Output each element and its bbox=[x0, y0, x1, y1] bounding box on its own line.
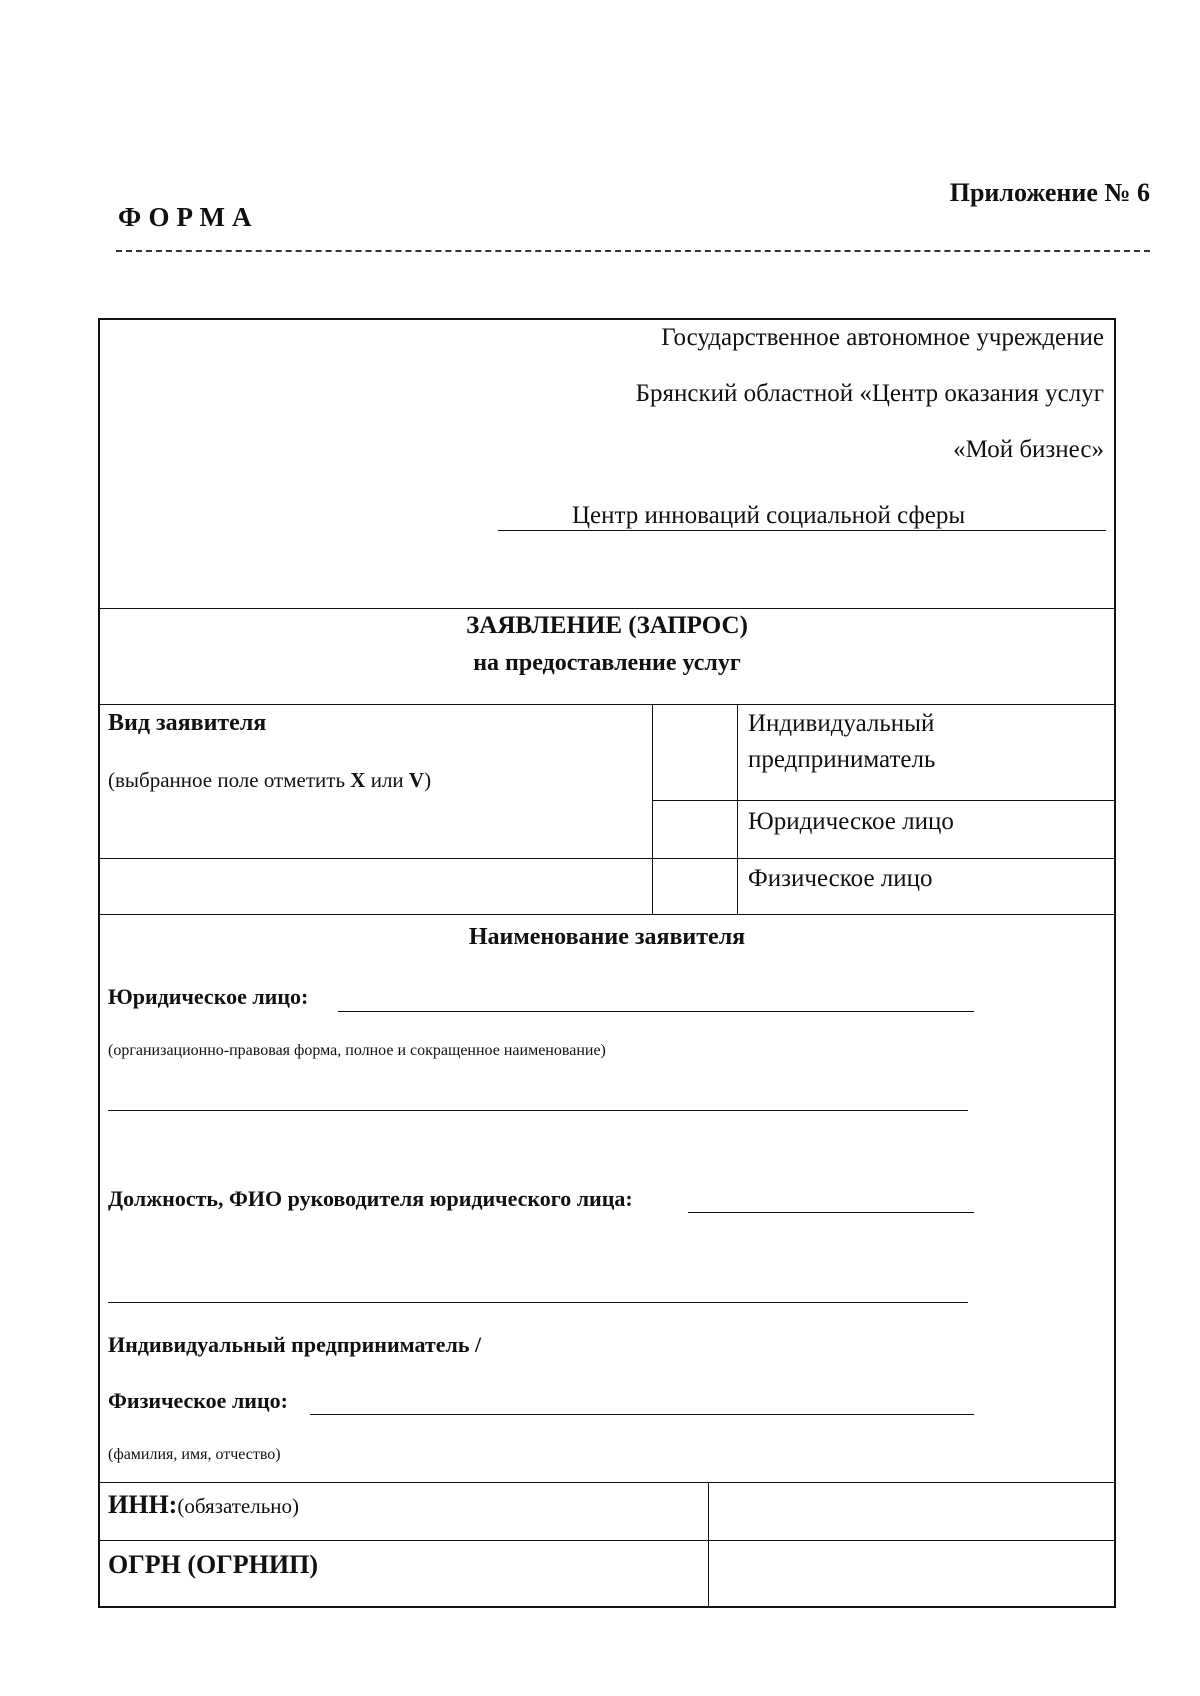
individual-person-hint: (фамилия, имя, отчество) bbox=[108, 1446, 281, 1463]
divider-line bbox=[100, 608, 1114, 609]
column-line bbox=[652, 704, 653, 914]
dashed-separator bbox=[116, 250, 1150, 252]
column-line bbox=[708, 1482, 709, 1606]
column-line bbox=[737, 704, 738, 914]
option-individual: Физическое лицо bbox=[748, 865, 933, 892]
row-line bbox=[100, 1482, 1114, 1483]
option-individual-entrepreneur-line1: Индивидуальный bbox=[748, 710, 935, 737]
option-individual-entrepreneur-line2: предприниматель bbox=[748, 746, 936, 773]
row-line bbox=[100, 858, 1114, 859]
head-of-legal-entity-label: Должность, ФИО руководителя юридического лица: bbox=[108, 1186, 633, 1211]
legal-entity-label: Юридическое лицо: bbox=[108, 984, 309, 1009]
applicant-name-heading: Наименование заявителя bbox=[468, 924, 746, 950]
row-line bbox=[100, 1540, 1114, 1541]
application-form bbox=[98, 318, 1116, 1608]
legal-entity-hint: (организационно-правовая форма, полное и сокращенное наименование) bbox=[108, 1042, 606, 1059]
row-line bbox=[652, 800, 1114, 801]
individual-person-input[interactable] bbox=[310, 1414, 974, 1415]
checkbox-individual[interactable] bbox=[655, 861, 735, 912]
applicant-type-label: Вид заявителя bbox=[108, 710, 267, 736]
divider-line bbox=[100, 704, 1114, 705]
checkbox-individual-entrepreneur[interactable] bbox=[655, 707, 735, 798]
head-of-legal-entity-input-line2[interactable] bbox=[108, 1302, 968, 1303]
applicant-type-hint: (выбранное поле отметить X или V) bbox=[108, 768, 432, 792]
option-legal-entity: Юридическое лицо bbox=[748, 808, 954, 835]
divider-line bbox=[100, 914, 1114, 915]
document-subtitle: на предоставление услуг bbox=[473, 650, 741, 676]
legal-entity-input-line2[interactable] bbox=[108, 1110, 968, 1111]
form-label: ФОРМА bbox=[118, 202, 259, 232]
org-line-3: «Мой бизнес» bbox=[953, 436, 1104, 463]
head-of-legal-entity-input[interactable] bbox=[688, 1212, 974, 1213]
org-line-1: Государственное автономное учреждение bbox=[661, 324, 1104, 351]
org-center-name: Центр инноваций социальной сферы bbox=[498, 502, 1106, 531]
checkbox-legal-entity[interactable] bbox=[655, 803, 735, 856]
individual-entrepreneur-label: Индивидуальный предприниматель / bbox=[108, 1332, 482, 1357]
document-title: ЗАЯВЛЕНИЕ (ЗАПРОС) bbox=[466, 612, 748, 639]
appendix-number: Приложение № 6 bbox=[949, 178, 1150, 207]
ogrn-label: ОГРН (ОГРНИП) bbox=[108, 1550, 319, 1579]
inn-label-group: ИНН:(обязательно) bbox=[108, 1490, 300, 1519]
org-line-2: Брянский областной «Центр оказания услуг bbox=[635, 380, 1104, 407]
ogrn-input[interactable] bbox=[712, 1543, 1112, 1603]
inn-input[interactable] bbox=[712, 1485, 1112, 1538]
legal-entity-input[interactable] bbox=[338, 1011, 974, 1012]
individual-person-label: Физическое лицо: bbox=[108, 1388, 288, 1413]
